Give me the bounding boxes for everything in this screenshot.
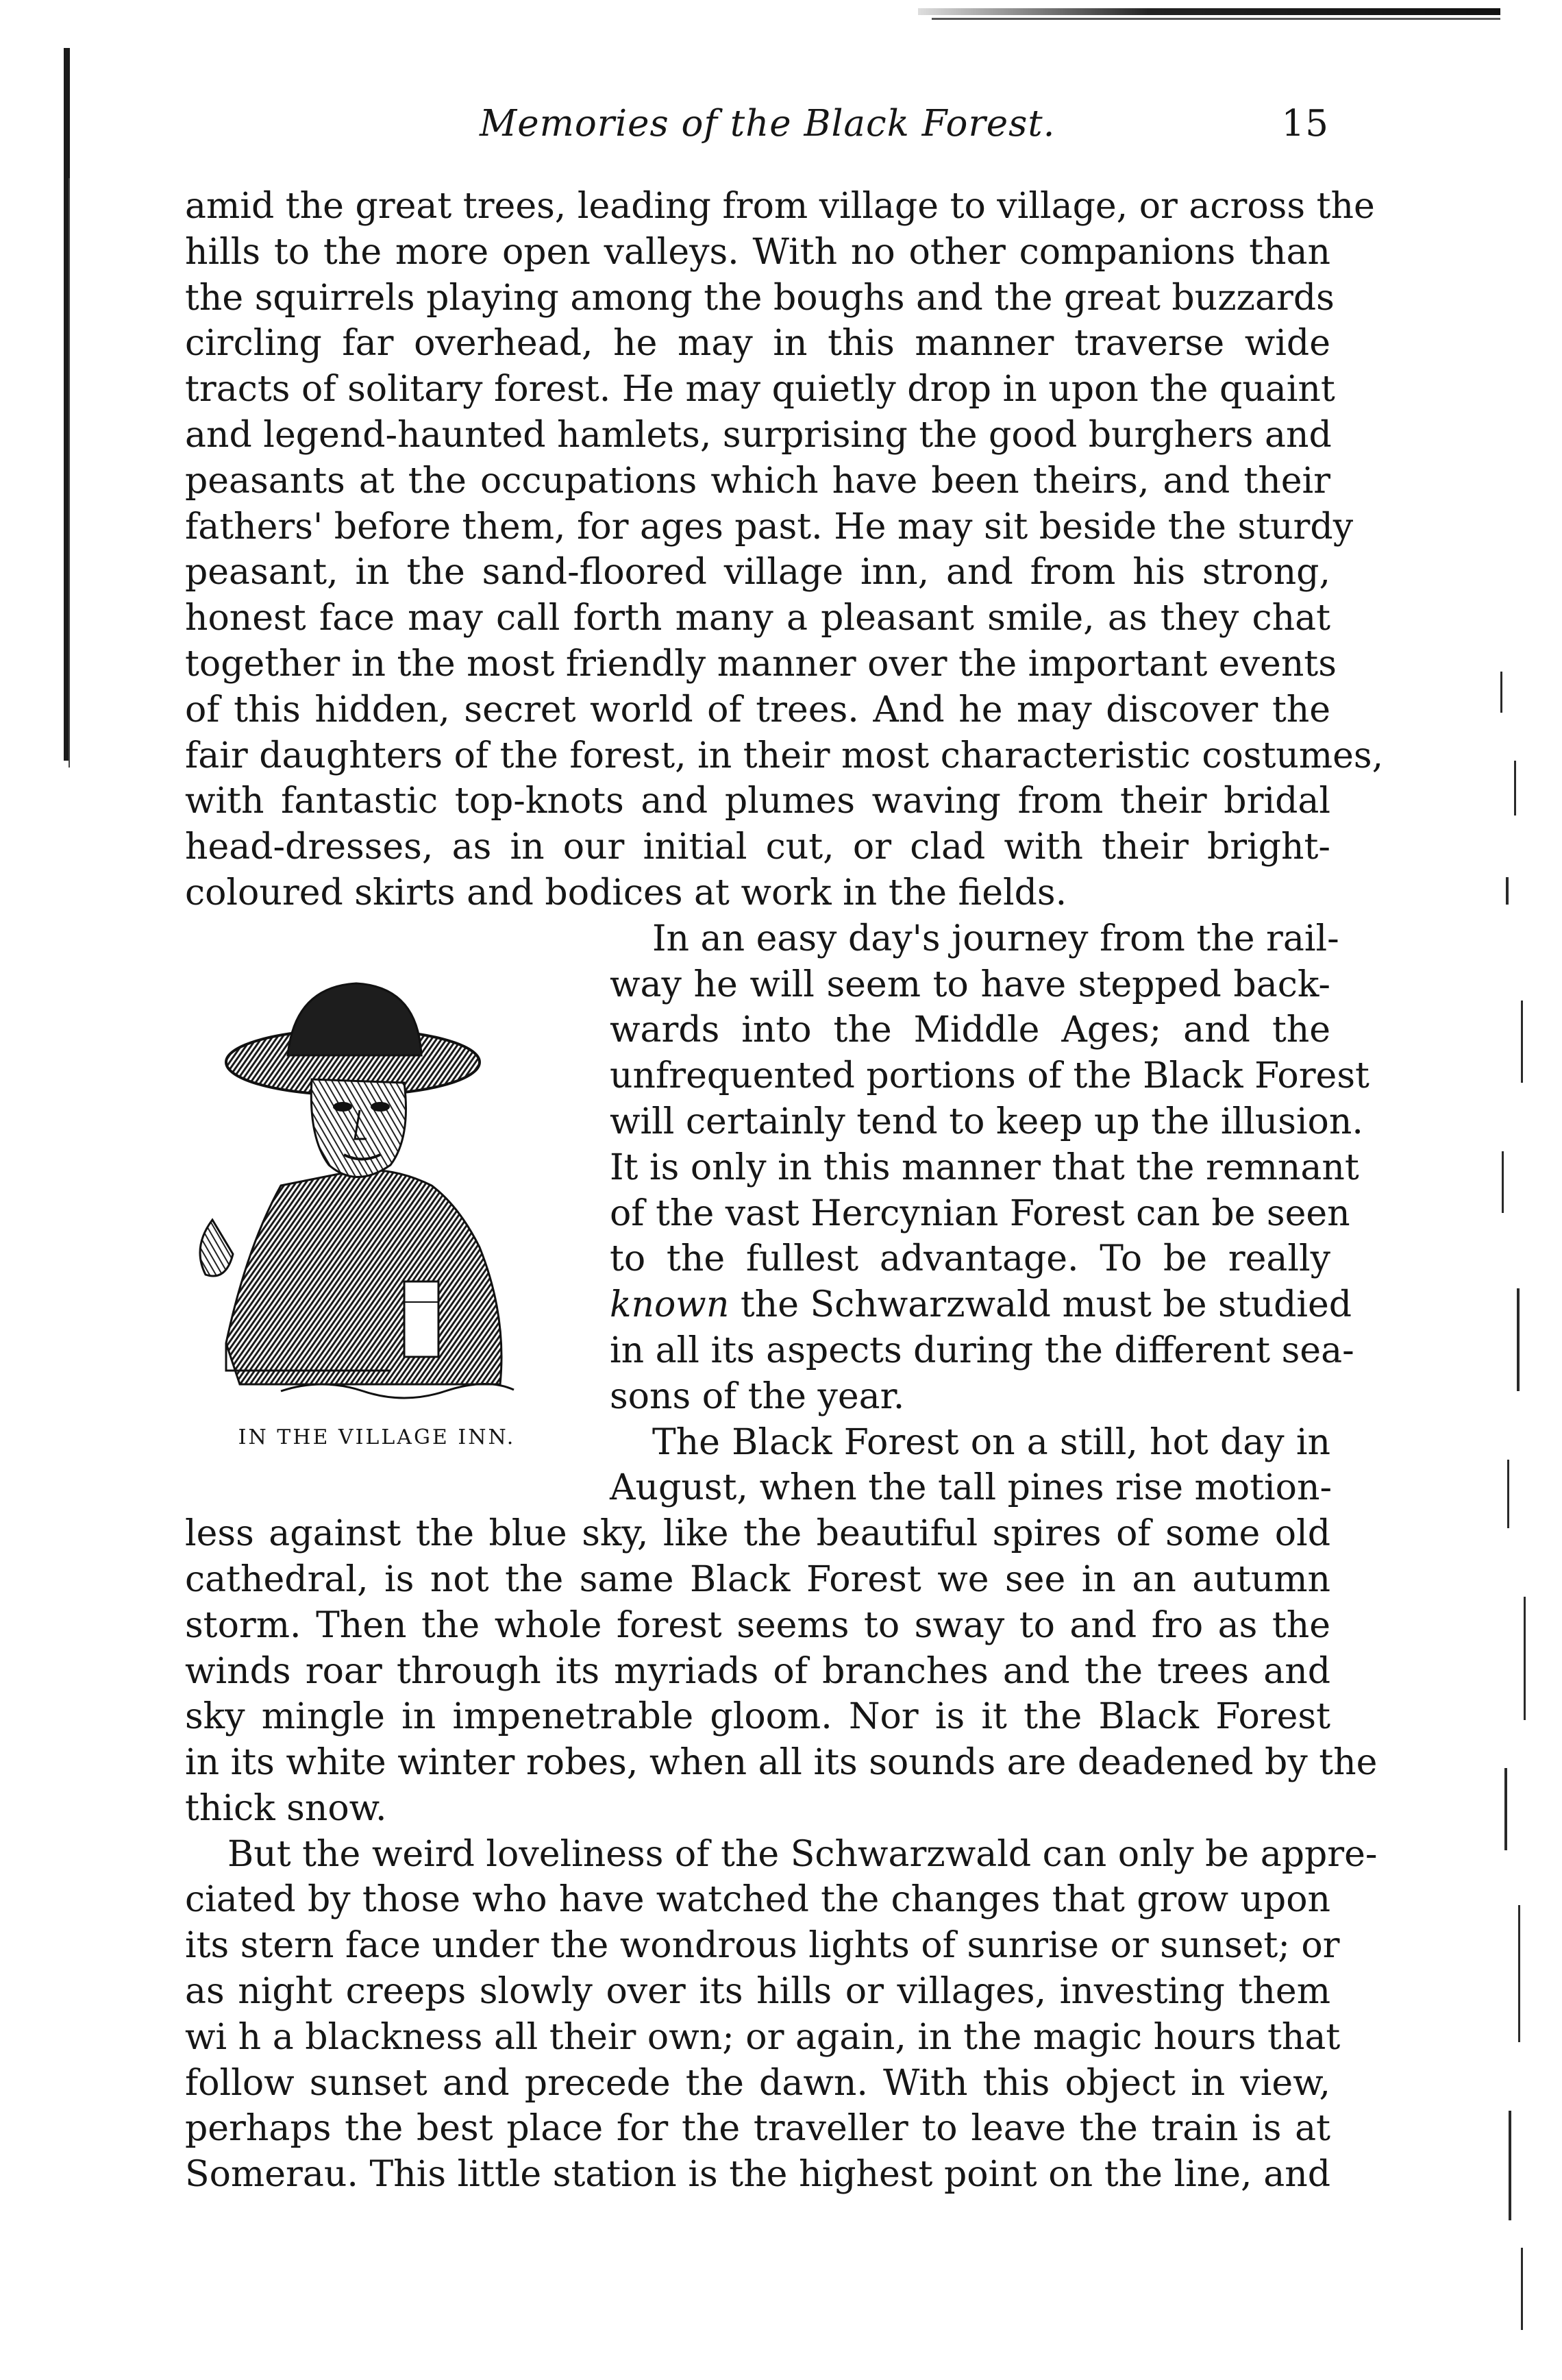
text-line: thick snow. [185,1787,387,1829]
text-line: amid the great trees, leading from village to village, or across the [185,186,1375,227]
text-line: ciated by those who have watched the changes that grow upon [185,1879,1330,1921]
figure-caption: IN THE VILLAGE INN. [238,1425,516,1449]
text-line: way he will seem to have stepped back- [610,964,1330,1005]
text-line: winds roar through its myriads of branches and the trees and [185,1650,1330,1692]
text-line: It is only in this manner that the remnant [610,1146,1359,1188]
text-line: circling far overhead, he may in this manner traverse wide [185,323,1330,365]
text-line: perhaps the best place for the traveller to leave the train is at [185,2108,1330,2150]
scan-edge-mark [932,18,1500,20]
text-line: Somerau. This little station is the highest point on the line, and [185,2154,1330,2196]
text-line: unfrequented portions of the Black Forest [610,1055,1369,1097]
text-line: wards into the Middle Ages; and the [610,1009,1330,1051]
text-line: tracts of solitary forest. He may quietly drop in upon the quaint [185,369,1335,410]
scan-edge-mark [918,8,1500,15]
text-line: wi h a blackness all their own; or again, in the magic hours that [185,2016,1341,2058]
text-line: together in the most friendly manner over the important events [185,643,1337,685]
text-line: head-dresses, as in our initial cut, or clad with their bright- [185,826,1330,868]
page-number: 15 [1281,103,1329,145]
text-span: the Schwarzwald must be studied [729,1284,1352,1326]
text-line: The Black Forest on a still, hot day in [652,1421,1330,1463]
text-line: coloured skirts and bodices at work in the fields. [185,872,1067,913]
text-line: fair daughters of the forest, in their most characteristic costumes, [185,735,1384,776]
scan-edge-specks [1493,672,1548,2344]
text-line: its stern face under the wondrous lights of sunrise or sunset; or [185,1925,1340,1967]
text-line: in all its aspects during the different sea- [610,1329,1354,1371]
text-line: less against the blue sky, like the beautiful spires of some old [185,1513,1330,1555]
peasant-engraving [185,959,569,1412]
running-title: Memories of the Black Forest. [480,103,1056,145]
text-line: peasant, in the sand-floored village inn, and from his strong, [185,552,1330,593]
text-line: as night creeps slowly over its hills or villages, investing them [185,1971,1330,2013]
text-line: sky mingle in impenetrable gloom. Nor is it the Black Forest [185,1696,1330,1738]
text-line: August, when the tall pines rise motion- [610,1467,1332,1509]
text-line: honest face may call forth many a pleasant smile, as they chat [185,598,1330,639]
text-line: to the fullest advantage. To be really [610,1238,1330,1280]
text-line: of this hidden, secret world of trees. And he may discover the [185,689,1330,731]
engraving-figure [185,959,569,1453]
text-line: peasants at the occupations which have been theirs, and their [185,460,1330,502]
text-line: with fantastic top-knots and plumes waving from their bridal [185,781,1330,822]
text-line [610,1282,1352,1328]
text-line: In an easy day's journey from the rail- [652,918,1339,959]
emphasis: known [610,1284,730,1326]
text-line: in its white winter robes, when all its sounds are deadened by the [185,1742,1378,1784]
text-line: will certainly tend to keep up the illusion. [610,1101,1363,1142]
scan-margin-bar [69,178,70,768]
text-line: hills to the more open valleys. With no other companions than [185,231,1330,273]
text-line: follow sunset and precede the dawn. With this object in view, [185,2062,1330,2104]
running-head [480,103,1329,158]
text-line: fathers' before them, for ages past. He may sit beside the sturdy [185,506,1354,548]
text-line: storm. Then the whole forest seems to sway to and fro as the [185,1604,1330,1646]
text-line: the squirrels playing among the boughs and the great buzzards [185,277,1335,319]
text-line: and legend-haunted hamlets, surprising the good burghers and [185,414,1332,456]
text-line: of the vast Hercynian Forest can be seen [610,1192,1350,1234]
text-line: sons of the year. [610,1375,905,1417]
text-line: cathedral, is not the same Black Forest we see in an autumn [185,1558,1330,1600]
text-line: But the weird loveliness of the Schwarzwald can only be appre- [227,1833,1378,1875]
